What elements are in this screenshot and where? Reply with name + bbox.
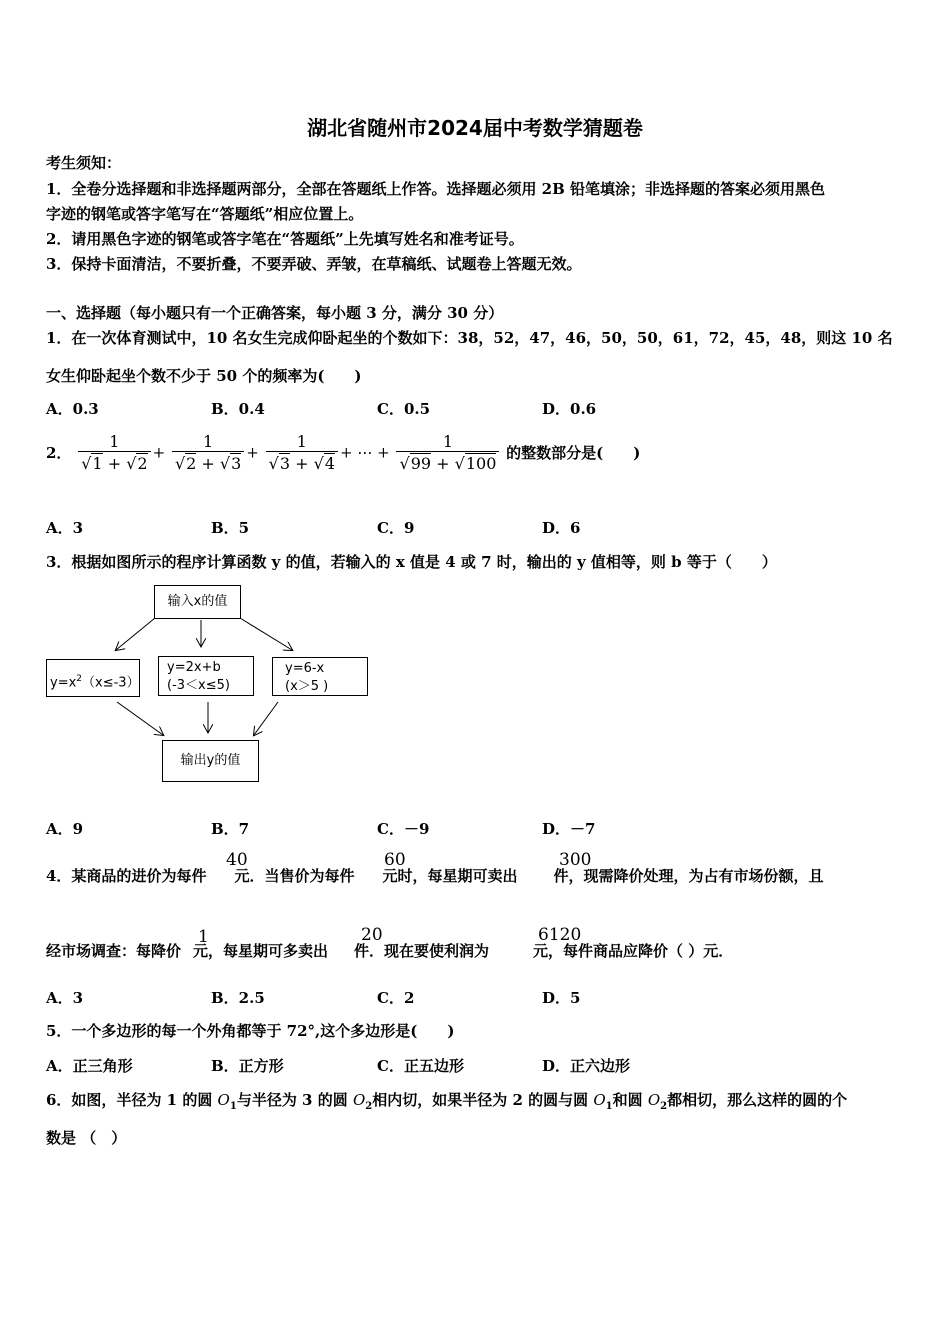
arrow-right-to-output	[254, 702, 278, 735]
q4-option-b: B．2.5	[211, 989, 265, 1007]
q2-option-c: C．9	[377, 519, 415, 537]
q2-fraction-4: $\frac{1}{√99 + √100}$	[396, 432, 499, 473]
q5-option-c: C．正五边形	[377, 1057, 464, 1075]
question-2: 2． $\frac{1}{√1 + √2}$ + $\frac{1}{√2 + √3}$ + $\frac{1}{√3 + √4}$ + ⋯ + $\frac{1}{√99 + √100}$ 的整数部分是( )	[46, 432, 641, 473]
q2-option-b: B．5	[211, 519, 250, 537]
question-3: 3．根据如图所示的程序计算函数 y 的值，若输入的 x 值是 4 或 7 时，输出的 y 值相等，则 b 等于（ ）	[46, 553, 777, 571]
q5-option-d: D．正六边形	[542, 1057, 631, 1075]
q4-value-60: 60	[384, 850, 406, 870]
flow-right-box: y=6-x (x＞5 )	[272, 657, 368, 696]
flow-left-box: $y=x^2(x\le-3)$	[46, 659, 140, 697]
q1-option-d: D．0.6	[542, 400, 597, 418]
question-1-line-b: 女生仰卧起坐个数不少于 50 个的频率为( )	[46, 367, 362, 385]
arrow-left-to-output	[117, 702, 163, 735]
question-5: 5．一个多边形的每一个外角都等于 72°,这个多边形是( )	[46, 1022, 455, 1040]
q4-value-6120: 6120	[538, 925, 582, 945]
q4-option-d: D．5	[542, 989, 581, 1007]
q2-number: 2．	[46, 444, 72, 462]
q2-fraction-1: $\frac{1}{√1 + √2}$	[78, 432, 150, 473]
q3-option-b: B．7	[211, 820, 250, 838]
q2-option-d: D．6	[542, 519, 581, 537]
q3-option-c: C．－9	[377, 820, 430, 838]
q2-option-a: A．3	[46, 519, 84, 537]
notice-line-3: 3．保持卡面清洁，不要折叠，不要弄破、弄皱，在草稿纸、试题卷上答题无效。	[46, 255, 582, 273]
q4-value-300: 300	[559, 850, 592, 870]
notice-line-1a: 1．全卷分选择题和非选择题两部分，全部在答题纸上作答。选择题必须用 2B 铅笔填涂；非选择题的答案必须用黑色	[46, 180, 826, 198]
q4-option-a: A．3	[46, 989, 84, 1007]
q1-option-c: C．0.5	[377, 400, 431, 418]
q3-option-d: D．－7	[542, 820, 596, 838]
flow-output-box: 输出y的值	[162, 740, 259, 782]
q4-value-40: 40	[226, 850, 248, 870]
page-title: 湖北省随州市2024届中考数学猜题卷	[307, 116, 643, 140]
q2-fraction-3: $\frac{1}{√3 + √4}$	[266, 432, 338, 473]
notice-heading: 考生须知：	[46, 154, 122, 172]
notice-line-1b: 字迹的钢笔或答字笔写在“答题纸”相应位置上。	[46, 205, 364, 223]
section-heading: 一、选择题（每小题只有一个正确答案，每小题 3 分，满分 30 分）	[46, 304, 504, 322]
q3-option-a: A．9	[46, 820, 84, 838]
q4-value-20: 20	[361, 925, 383, 945]
q4-value-1: 1	[198, 927, 209, 947]
q4-option-c: C．2	[377, 989, 415, 1007]
question-6-line-b: 数是 （ ）	[46, 1129, 127, 1147]
question-4-line-b: 经市场调查：每降价 元，每星期可多卖出 件．现在要使利润为 元，每件商品应降价（ ）元．	[46, 942, 734, 960]
q1-option-b: B．0.4	[211, 400, 265, 418]
arrow-to-left-box	[116, 618, 155, 650]
question-4-line-a: 4．某商品的进价为每件 元．当售价为每件 元时，每星期可卖出 件，现需降价处理，为占有市场份额，且	[46, 867, 824, 885]
question-6-line-a: 6．如图，半径为 1 的圆 $O_1$与半径为 3 的圆 $O_2$相内切，如果半径为 2 的圆与圆 $O_1$和圆 $O_2$都相切，那么这样的圆的个	[46, 1091, 848, 1112]
q5-option-a: A．正三角形	[46, 1057, 133, 1075]
q2-tail: 的整数部分是( )	[506, 444, 641, 462]
arrow-to-right-box	[240, 618, 292, 650]
flow-input-box: 输入x的值	[154, 585, 241, 619]
q1-option-a: A．0.3	[46, 400, 99, 418]
q5-option-b: B．正方形	[211, 1057, 284, 1075]
question-1-line-a: 1．在一次体育测试中，10 名女生完成仰卧起坐的个数如下：38，52，47，46，50，50，61，72，45，48，则这 10 名	[46, 329, 893, 347]
flow-middle-box: y=2x+b (-3＜x≤5)	[158, 656, 254, 696]
notice-line-2: 2．请用黑色字迹的钢笔或答字笔在“答题纸”上先填写姓名和准考证号。	[46, 230, 524, 248]
q2-fraction-2: $\frac{1}{√2 + √3}$	[172, 432, 244, 473]
